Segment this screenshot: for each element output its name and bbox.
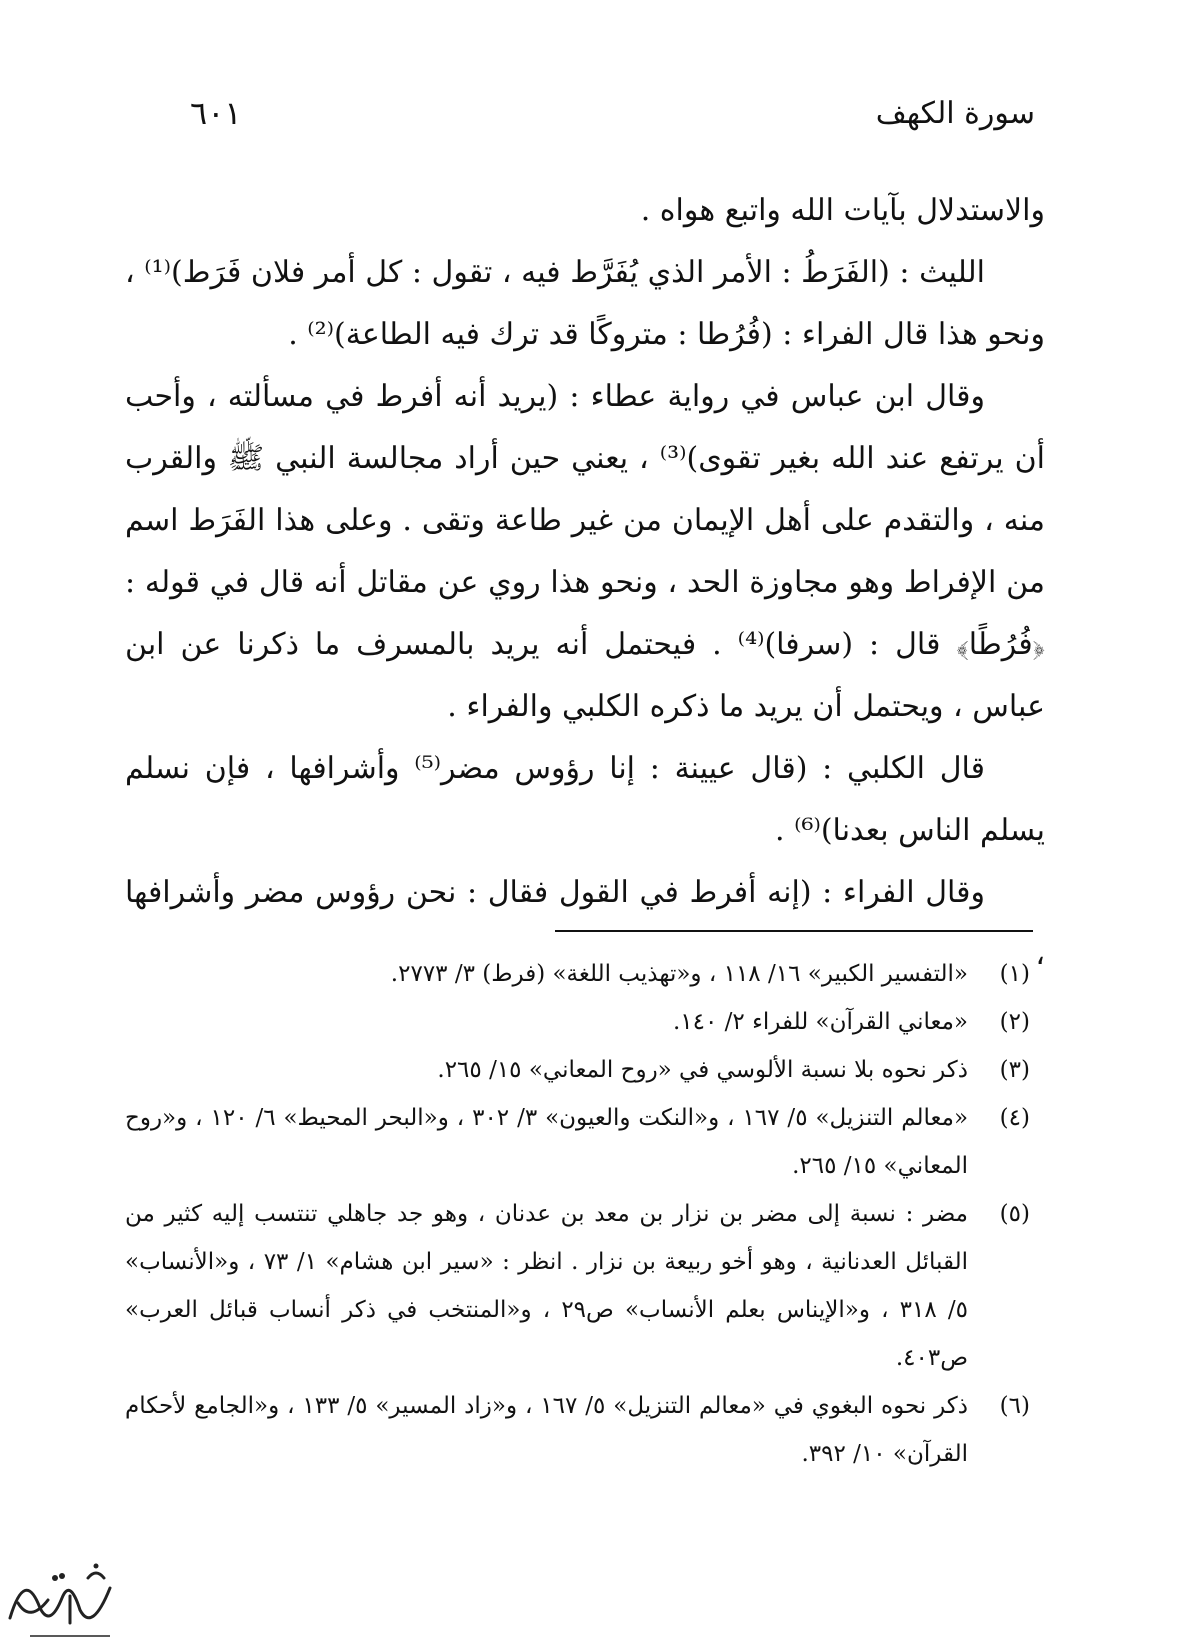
footnote-separator xyxy=(555,930,1033,932)
footnote xyxy=(125,1382,1030,1478)
footnote-text: ذكر نحوه البغوي في «معالم التنزيل» ٥/ ١٦٧ ، و«زاد المسير» ٥/ ١٣٣ ، و«الجامع لأحكام القرآن» ١٠/ ٣٩٢. xyxy=(125,1393,968,1467)
footnotes xyxy=(125,950,1030,1478)
footnote xyxy=(125,1046,1030,1094)
footnote-number: (٢) xyxy=(999,1009,1030,1035)
paragraph: وقال الفراء : (إنه أفرط في القول فقال : نحن رؤوس مضر وأشرافها ، xyxy=(125,875,1045,972)
publisher-logo xyxy=(0,1548,125,1648)
paragraph: والاستدلال بآيات الله واتبع هواه . xyxy=(640,193,1045,228)
footnote xyxy=(125,950,1030,998)
footnote xyxy=(125,1094,1030,1190)
footnote-text: ذكر نحوه بلا نسبة الألوسي في «روح المعاني» ١٥/ ٢٦٥. xyxy=(437,1057,968,1083)
footnote-text: «معاني القرآن» للفراء ٢/ ١٤٠. xyxy=(672,1009,968,1035)
main-text xyxy=(125,180,1045,986)
footnote-text: «معالم التنزيل» ٥/ ١٦٧ ، و«النكت والعيون» ٣/ ٣٠٢ ، و«البحر المحيط» ٦/ ١٢٠ ، و«روح المعاني» ١٥/ ٢٦٥. xyxy=(125,1105,969,1179)
footnote xyxy=(125,1190,1030,1382)
page-number: ٦٠١ xyxy=(190,94,242,132)
footnote-text: «التفسير الكبير» ١٦/ ١١٨ ، و«تهذيب اللغة» (فرط) ٣/ ٢٧٧٣. xyxy=(390,961,968,987)
footnote-number: (٦) xyxy=(999,1393,1030,1419)
running-title: سورة الكهف xyxy=(875,95,1035,131)
page-header xyxy=(190,88,1035,138)
footnote-number: (٣) xyxy=(999,1057,1030,1083)
paragraph: قال الكلبي : (قال عيينة : إنا رؤوس مضر⁽⁵⁾ وأشرافها ، فإن نسلم يسلم الناس بعدنا)⁽⁶⁾ . xyxy=(125,751,1045,848)
paragraph: وقال ابن عباس في رواية عطاء : (يريد أنه أفرط في مسألته ، وأحب أن يرتفع عند الله بغير تقوى)⁽³⁾ ، يعني حين أراد مجالسة النبي ﷺ والقرب منه ، والتقدم على أهل الإيمان من غير طاعة وتقى . وعلى هذا الفَرَط اسم من الإفراط وهو مجاوزة الحد ، ونحو هذا روي عن مقاتل أنه قال في قوله : ﴿فُرُطًا﴾ قال : (سرفا)⁽⁴⁾ . فيحتمل أنه يريد بالمسرف ما ذكرنا عن ابن عباس ، ويحتمل أن يريد ما ذكره الكلبي والفراء . xyxy=(125,379,1046,724)
footnote-number: (٥) xyxy=(999,1201,1030,1227)
footnote-number: (١) xyxy=(999,961,1030,987)
paragraph: الليث : (الفَرَطُ : الأمر الذي يُفَرَّط فيه ، تقول : كل أمر فلان فَرَط)⁽¹⁾ ، ونحو هذا قال الفراء : (فُرُطا : متروكًا قد ترك فيه الطاعة)⁽²⁾ . xyxy=(125,255,1045,352)
footnote-text: مضر : نسبة إلى مضر بن نزار بن معد بن عدنان ، وهو جد جاهلي تنتسب إليه كثير من القبائل العدنانية ، وهو أخو ربيعة بن نزار . انظر : «سير ابن هشام» ١/ ٧٣ ، و«الأنساب» ٥/ ٣١٨ ، و«الإيناس بعلم الأنساب» ص٢٩ ، و«المنتخب في ذكر أنساب قبائل العرب» ص٤٠٣. xyxy=(125,1201,969,1371)
footnote-number: (٤) xyxy=(999,1105,1030,1131)
footnote xyxy=(125,998,1030,1046)
